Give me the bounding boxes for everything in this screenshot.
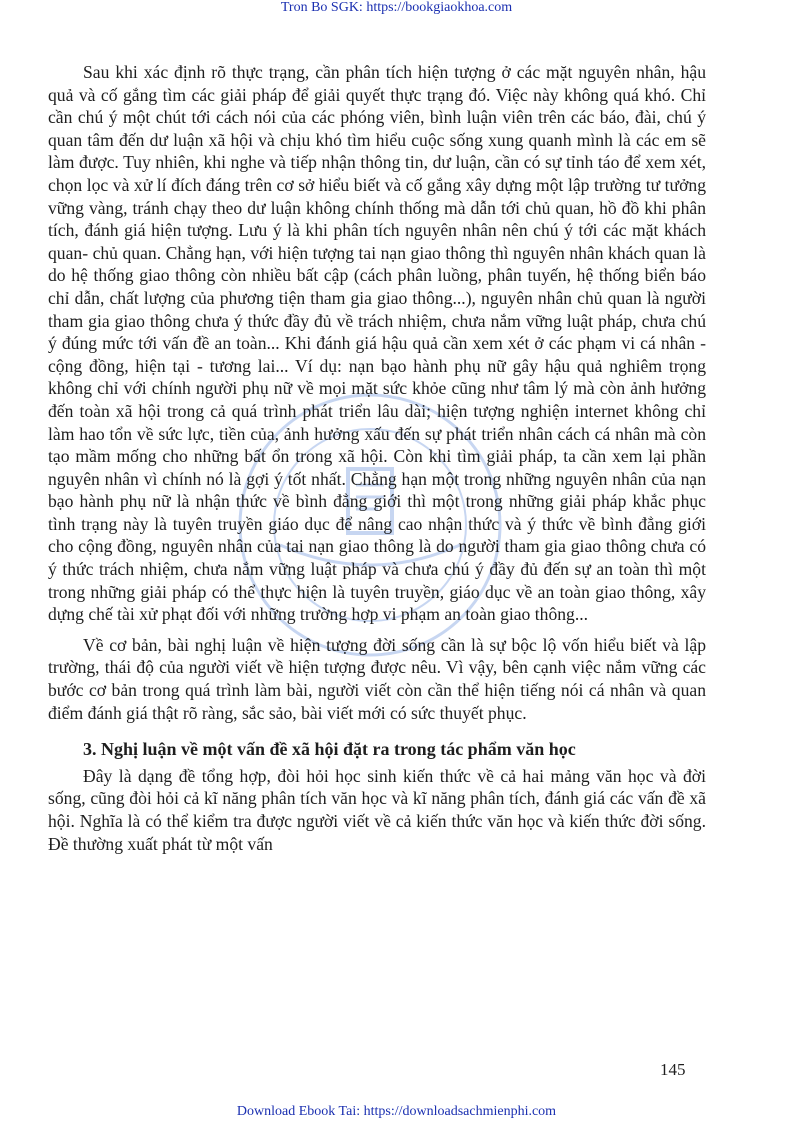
page-number: 145 bbox=[660, 1060, 686, 1079]
section-heading: 3. Nghị luận về một vấn đề xã hội đặt ra trong tác phẩm văn học bbox=[83, 739, 576, 760]
body-paragraph: Đây là dạng đề tổng hợp, đòi hỏi học sinh kiến thức về cả hai mảng văn học và đời sống, cũng đòi hỏi cả kĩ năng phân tích văn học và kĩ năng phân tích, đánh giá các vấn đề xã hội. Nghĩa là có thể kiểm tra được người viết về cả kiến thức văn học và kiến thức đời sống. Đề thường xuất phát từ một vấn bbox=[48, 765, 706, 854]
footer-download-link[interactable]: Download Ebook Tai: https://downloadsachmienphi.com bbox=[236, 1104, 557, 1119]
page-content bbox=[48, 61, 706, 855]
body-paragraph: Về cơ bản, bài nghị luận về hiện tượng đời sống cần là sự bộc lộ vốn hiểu biết và lập trường, thái độ của người viết về hiện tượng được nêu. Vì vậy, bên cạnh việc nắm vững các bước cơ bản trong quá trình làm bài, người viết còn cần thể hiện tiếng nói cá nhân và quan điểm đánh giá thật rõ ràng, sắc sảo, bài viết mới có sức thuyết phục. bbox=[48, 634, 706, 723]
body-paragraph: Sau khi xác định rõ thực trạng, cần phân tích hiện tượng ở các mặt nguyên nhân, hậu quả và cố gắng tìm các giải pháp để giải quyết thực trạng đó. Việc này không quá khó. Chỉ cần chú ý một chút tới cách nói của các phóng viên, bình luận viên trên các báo, đài, chú ý quan tâm đến dư luận xã hội và chịu khó tìm hiểu cuộc sống xung quanh mình là các em sẽ làm được. Tuy nhiên, khi nghe và tiếp nhận thông tin, dư luận, cần có sự tỉnh táo để xem xét, chọn lọc và xử lí đích đáng trên cơ sở hiểu biết và cố gắng xây dựng một lập trường tư tưởng vững vàng, tránh chạy theo dư luận không chính thống mà dẫn tới chủ quan, hồ đồ khi phân tích, đánh giá hiện tượng. Lưu ý là khi phân tích nguyên nhân nên chú ý tới các mặt khách quan- chủ quan. Chẳng hạn, với hiện tượng tai nạn giao thông thì nguyên nhân khách quan là do hệ thống giao thông còn nhiều bất cập (cách phân luồng, phân tuyến, hệ thống biển báo chỉ dẫn, chất lượng của phương tiện tham gia giao thông...), nguyên nhân chủ quan là người tham gia giao thông chưa ý thức đầy đủ về trách nhiệm, chưa nắm vững luật pháp, chưa chú ý đúng mức tới vấn đề an toàn... Khi đánh giá hậu quả cần xem xét ở các phạm vi cá nhân - cộng đồng, hiện tại - tương lai... Ví dụ: nạn bạo hành phụ nữ gây hậu quả nghiêm trọng không chỉ với chính người phụ nữ về mọi mặt sức khỏe cũng như tâm lý mà còn ảnh hưởng đến toàn xã hội trong cả quá trình phát triển lâu dài; hiện tượng nghiện internet không chỉ làm hao tổn về sức lực, tiền của, ảnh hưởng xấu đến sự phát triển nhân cách cá nhân mà còn tạo mầm mống cho những bất ổn trong xã hội. Còn khi tìm giải pháp, ta cần xem lại phần nguyên nhân vì chính nó là gợi ý tốt nhất. Chẳng hạn một trong những nguyên nhân của nạn bạo hành phụ nữ là nhận thức về bình đẳng giới thì một trong những giải pháp khắc phục tình trạng này là tuyên truyền giáo dục để nâng cao nhận thức và ý thức về bình đẳng giới cho cộng đồng, nguyên nhân của tai nạn giao thông là do người tham gia giao thông chưa có ý thức trách nhiệm, chưa nắm vững luật pháp và chưa chú ý đầy đủ đến sự an toàn thì một trong những giải pháp có thể thực hiện là tuyên truyền, giáo dục về an toàn giao thông, xây dựng chế tài xử phạt đối với những trường hợp vi phạm an toàn giao thông... bbox=[48, 62, 706, 625]
header-download-link[interactable]: Tron Bo SGK: https://bookgiaokhoa.com bbox=[280, 0, 513, 15]
